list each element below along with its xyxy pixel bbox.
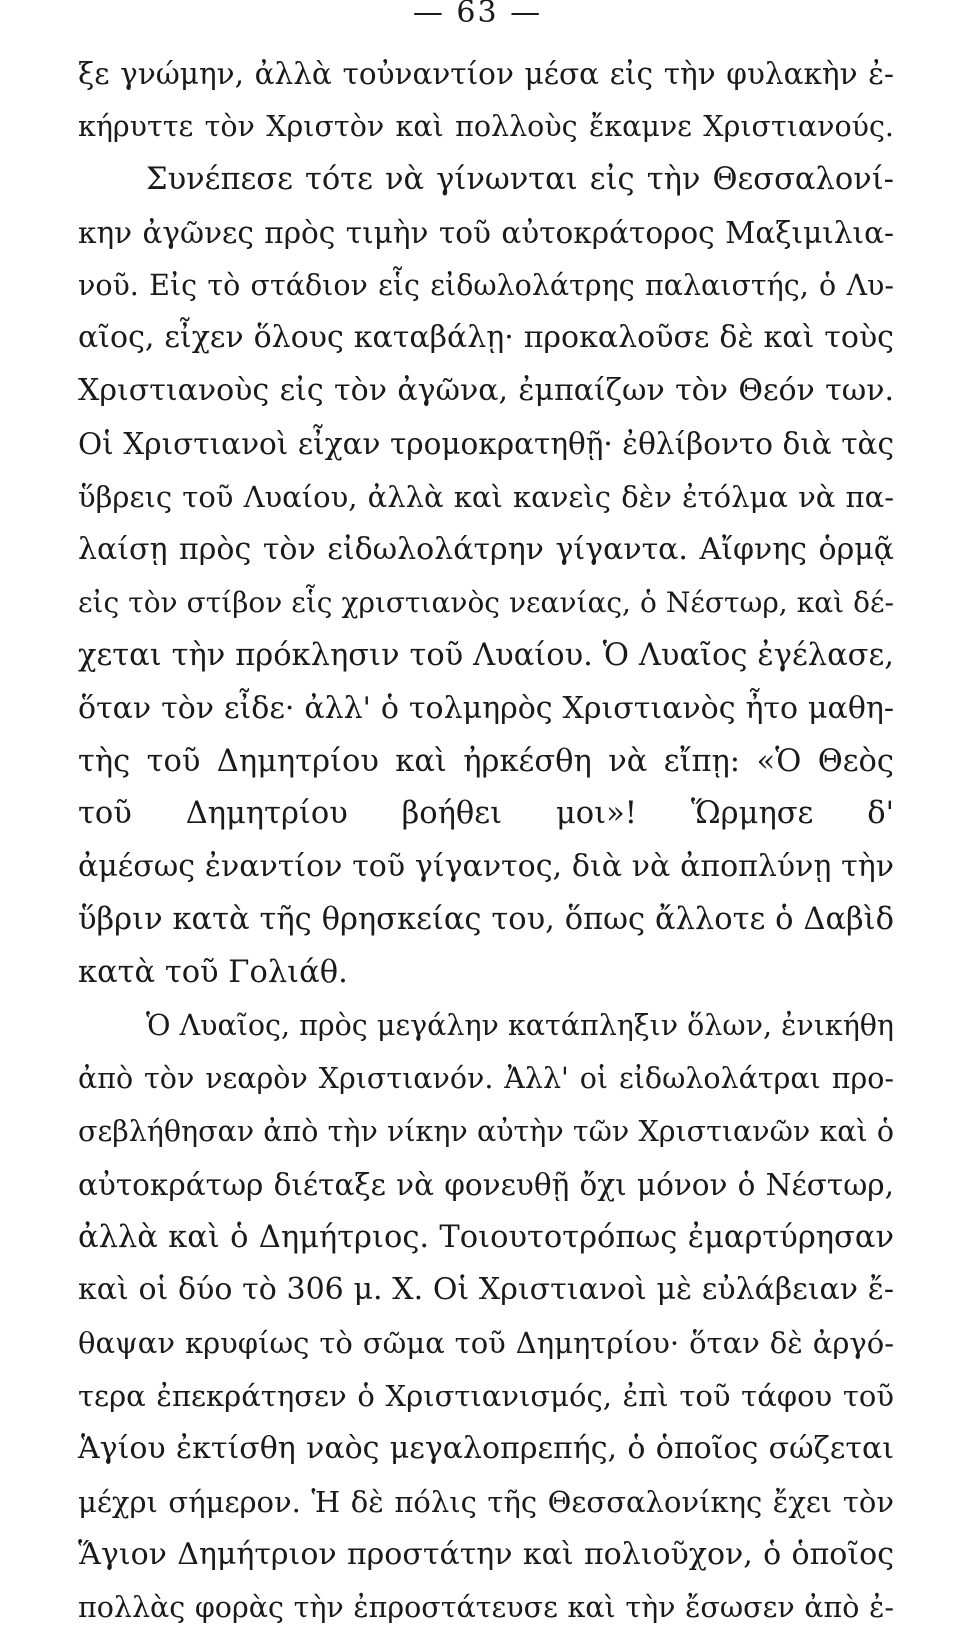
- paragraph-end-line: κατὰ τοῦ Γολιάθ.: [78, 955, 348, 991]
- text-line: ξε γνώμην, ἀλλὰ τοὐναντίον μέσα εἰς τὴν φυλακὴν ἐ-: [78, 57, 894, 91]
- text-line: θαψαν κρυφίως τὸ σῶμα τοῦ Δημητρίου· ὅταν δὲ ἀργό-: [78, 1326, 894, 1361]
- text-line: Ἁγίου ἐκτίσθη ναὸς μεγαλοπρεπής, ὁ ὁποῖος σώζεται: [78, 1431, 894, 1467]
- text-line: Ἅγιον Δημήτριον προστάτην καὶ πολιοῦχον, ὁ ὁποῖος: [78, 1536, 894, 1572]
- text-line: τὴς τοῦ Δημητρίου καὶ ἠρκέσθη νὰ εἴπῃ: «Ὁ Θεὸς: [78, 743, 894, 779]
- paragraph-start-line: Ὁ Λυαῖος, πρὸς μεγάλην κατάπληξιν ὅλων, ἐνικήθη: [146, 1009, 894, 1043]
- text-line: ἀπὸ τὸν νεαρὸν Χριστιανόν. Ἀλλ' οἱ εἰδωλολάτραι προ-: [78, 1061, 894, 1095]
- paragraph-start-line: Συνέπεσε τότε νὰ γίνωνται εἰς τὴν Θεσσαλονί-: [146, 161, 894, 197]
- text-line: κήρυττε τὸν Χριστὸν καὶ πολλοὺς ἔκαμνε Χριστιανούς.: [78, 109, 894, 143]
- text-line: σεβλήθησαν ἀπὸ τὴν νίκην αὐτὴν τῶν Χριστιανῶν καὶ ὁ: [78, 1114, 894, 1148]
- text-line: πολλὰς φορὰς τὴν ἐπροστάτευσε καὶ τὴν ἔσωσεν ἀπὸ ἐ-: [78, 1590, 894, 1624]
- text-line: καὶ οἱ δύο τὸ 306 μ. Χ. Οἱ Χριστιανοὶ μὲ εὐλάβειαν ἔ-: [78, 1272, 894, 1308]
- text-line: νοῦ. Εἰς τὸ στάδιον εἷς εἰδωλολάτρης παλαιστής, ὁ Λυ-: [78, 268, 894, 302]
- page-number: — 63 —: [412, 0, 543, 30]
- text-line: εἰς τὸν στίβον εἷς χριστιανὸς νεανίας, ὁ Νέστωρ, καὶ δέ-: [78, 585, 894, 619]
- text-line: μέχρι σήμερον. Ἡ δὲ πόλις τῆς Θεσσαλονίκης ἔχει τὸν: [78, 1485, 894, 1520]
- text-line: ἀλλὰ καὶ ὁ Δημήτριος. Τοιουτοτρόπως ἐμαρτύρησαν: [78, 1219, 894, 1255]
- text-line: ὕβριν κατὰ τῆς θρησκείας του, ὅπως ἄλλοτε ὁ Δαβὶδ: [78, 902, 894, 938]
- text-line: Χριστιανοὺς εἰς τὸν ἀγῶνα, ἐμπαίζων τὸν Θεόν των.: [78, 373, 894, 409]
- text-line: ὕβρεις τοῦ Λυαίου, ἀλλὰ καὶ κανεὶς δὲν ἐτόλμα νὰ πα-: [78, 480, 894, 515]
- text-line: χεται τὴν πρόκλησιν τοῦ Λυαίου. Ὁ Λυαῖος ἐγέλασε,: [78, 637, 894, 673]
- text-line: αῖος, εἶχεν ὅλους καταβάλῃ· προκαλοῦσε δὲ καὶ τοὺς: [78, 320, 894, 356]
- text-line: λαίσῃ πρὸς τὸν εἰδωλολάτρην γίγαντα. Αἴφνης ὁρμᾷ: [78, 532, 894, 568]
- body-text: [78, 48, 894, 1635]
- text-line: ὅταν τὸν εἶδε· ἀλλ' ὁ τολμηρὸς Χριστιανὸς ἦτο μαθη-: [78, 690, 894, 726]
- text-line: κην ἀγῶνες πρὸς τιμὴν τοῦ αὐτοκράτορος Μαξιμιλια-: [78, 215, 894, 250]
- spaced-quote-line: τοῦ Δημητρίου βοήθει μοι»! Ὥρμησε δ': [78, 796, 894, 832]
- text-line: ἀμέσως ἐναντίον τοῦ γίγαντος, διὰ νὰ ἀποπλύνῃ τὴν: [78, 849, 894, 885]
- text-line: αὐτοκράτωρ διέταξε νὰ φονευθῇ ὄχι μόνον ὁ Νέστωρ,: [78, 1167, 894, 1202]
- text-line: τερα ἐπεκράτησεν ὁ Χριστιανισμός, ἐπὶ τοῦ τάφου τοῦ: [78, 1379, 894, 1414]
- text-line: Οἱ Χριστιανοὶ εἶχαν τρομοκρατηθῇ· ἐθλίβοντο διὰ τὰς: [78, 427, 894, 462]
